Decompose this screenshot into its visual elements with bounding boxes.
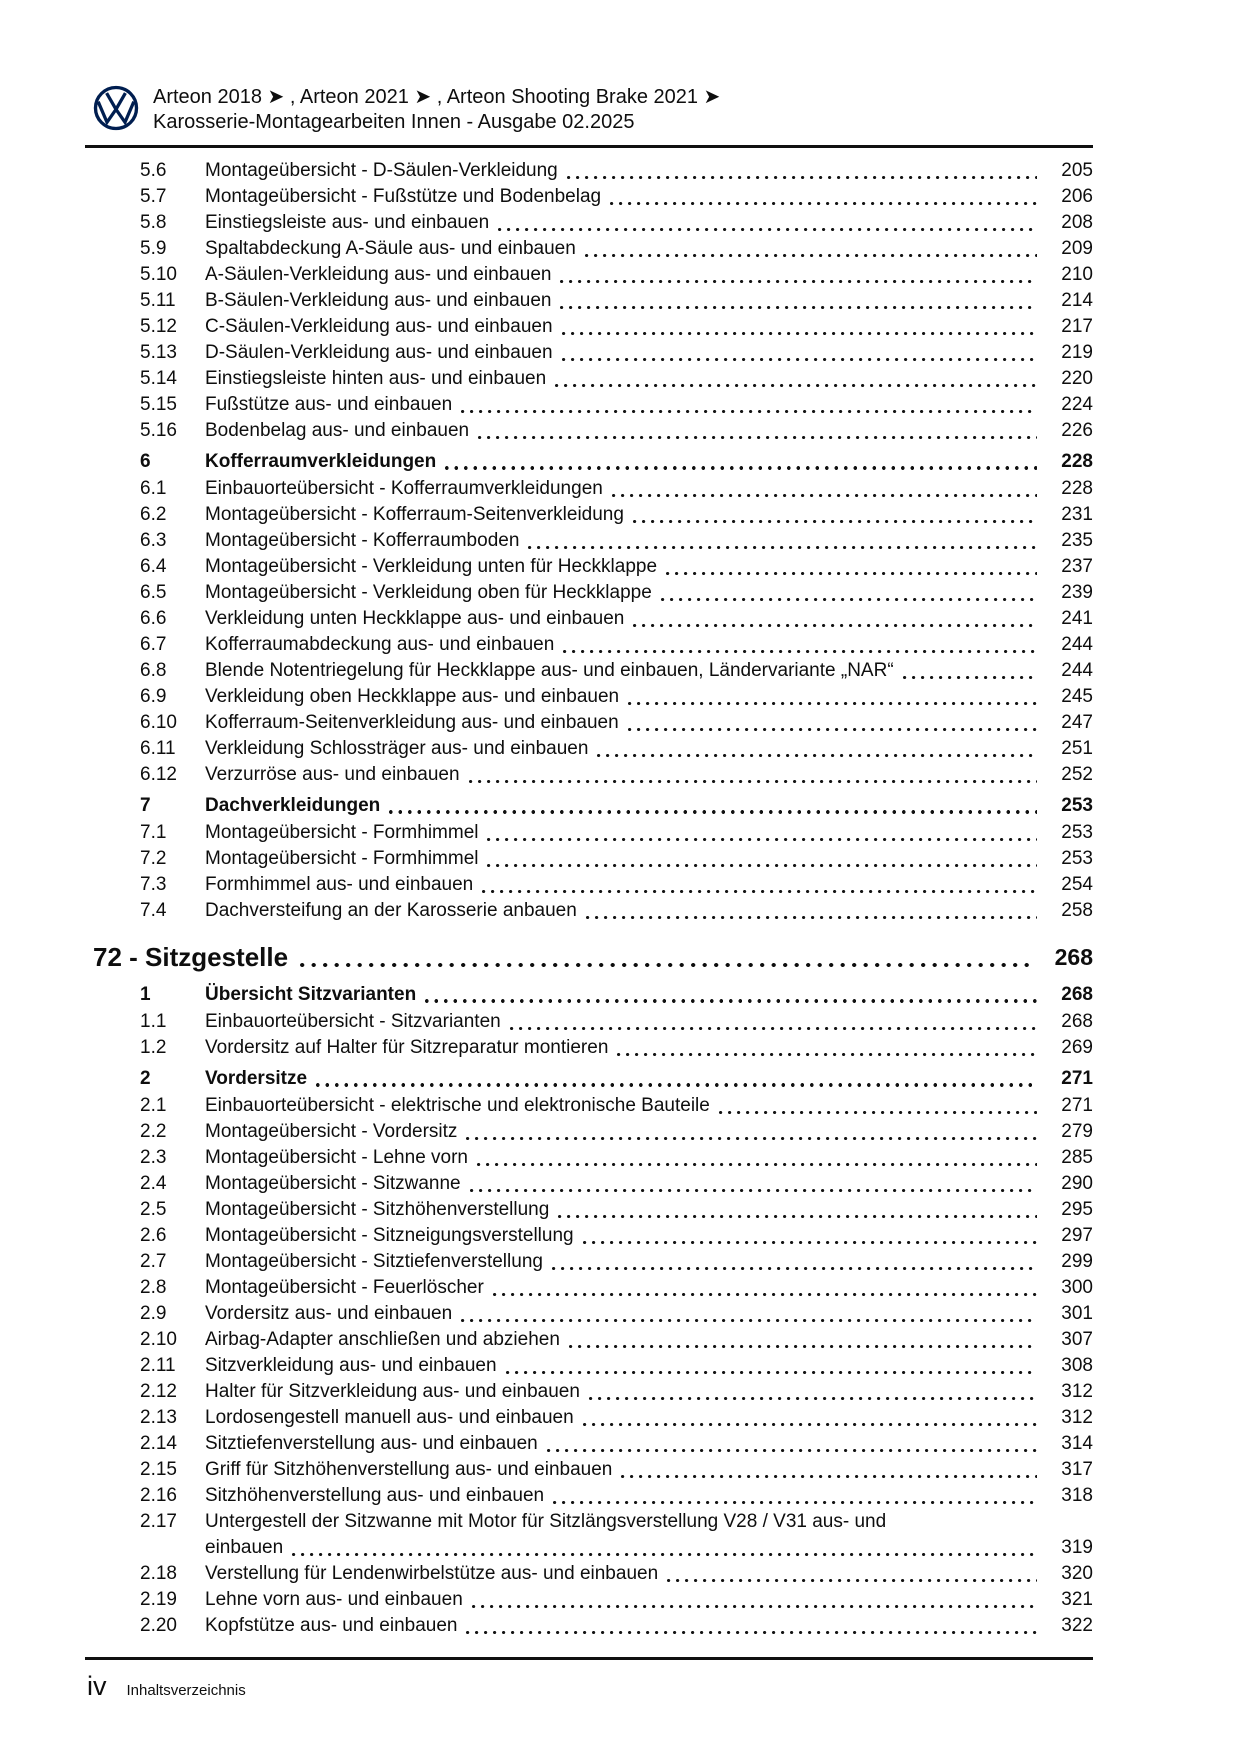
toc-entry-row xyxy=(85,1171,1093,1197)
toc-page-number: 258 xyxy=(1061,900,1093,921)
toc-page-number: 271 xyxy=(1061,1068,1093,1089)
toc-entry-title: Vordersitz auf Halter für Sitzreparatur montieren xyxy=(205,1037,609,1058)
dot-leader xyxy=(461,1301,1037,1327)
toc-page-number: 214 xyxy=(1061,290,1093,311)
toc-page-number: 253 xyxy=(1061,848,1093,869)
dot-leader xyxy=(553,1483,1037,1509)
toc-entry-row xyxy=(85,736,1093,762)
toc-page-number: 224 xyxy=(1061,394,1093,415)
toc-entry-number: 2.13 xyxy=(140,1407,177,1428)
toc-page-number: 228 xyxy=(1061,451,1093,472)
dot-leader xyxy=(560,288,1037,314)
toc-page-number: 297 xyxy=(1061,1225,1093,1246)
toc-entry-number: 2.9 xyxy=(140,1303,167,1324)
toc-entry-number: 2.1 xyxy=(140,1095,167,1116)
toc-entry-title: Sitztiefenverstellung aus- und einbauen xyxy=(205,1433,538,1454)
toc-entry-title: Montageübersicht - Kofferraumboden xyxy=(205,530,520,551)
toc-page-number: 206 xyxy=(1061,186,1093,207)
dot-leader xyxy=(661,580,1037,606)
dot-leader xyxy=(560,262,1037,288)
toc-entry-row xyxy=(85,1093,1093,1119)
header-rule xyxy=(85,145,1093,148)
toc-entry-number: 6.11 xyxy=(140,738,176,759)
toc-page-number: 317 xyxy=(1061,1459,1093,1480)
toc-entry-title: Fußstütze aus- und einbauen xyxy=(205,394,453,415)
dot-leader xyxy=(633,606,1037,632)
toc-entry-number: 1.2 xyxy=(140,1037,167,1058)
toc-entry-title: einbauen xyxy=(205,1537,284,1558)
toc-entry-title: Übersicht Sitzvarianten xyxy=(205,984,417,1005)
toc-entry-row xyxy=(85,210,1093,236)
toc-entry-row xyxy=(85,366,1093,392)
dot-leader xyxy=(612,476,1037,502)
toc-page-number: 239 xyxy=(1061,582,1093,603)
toc-entry-title: Kofferraum-Seitenverkleidung aus- und einbauen xyxy=(205,712,619,733)
toc-entry-number: 7.3 xyxy=(140,874,167,895)
toc-section-row xyxy=(85,793,1093,819)
toc-entry-number: 6.1 xyxy=(140,478,167,499)
toc-page-number: 268 xyxy=(1061,984,1093,1005)
toc-page-number: 308 xyxy=(1061,1355,1093,1376)
toc-entry-number: 6.8 xyxy=(140,660,167,681)
toc-entry-title: Kofferraumverkleidungen xyxy=(205,451,437,472)
toc-page-number: 322 xyxy=(1061,1615,1093,1636)
toc-page-number: 228 xyxy=(1061,478,1093,499)
toc-entry-title: Griff für Sitzhöhenverstellung aus- und einbauen xyxy=(205,1459,613,1480)
toc-entry-number: 2.12 xyxy=(140,1381,177,1402)
toc-entry-title: Sitzverkleidung aus- und einbauen xyxy=(205,1355,497,1376)
toc-entry-row xyxy=(85,684,1093,710)
toc-section-row xyxy=(85,1066,1093,1092)
toc-page-number: 241 xyxy=(1061,608,1093,629)
toc-page-number: 320 xyxy=(1061,1563,1093,1584)
toc-entry-row xyxy=(85,554,1093,580)
toc-page-number: 314 xyxy=(1061,1433,1093,1454)
toc-entry-number: 1 xyxy=(140,984,151,1005)
toc-entry-number: 6.3 xyxy=(140,530,167,551)
toc-entry-row xyxy=(85,1353,1093,1379)
toc-page-number: 209 xyxy=(1061,238,1093,259)
toc-entry-row xyxy=(85,314,1093,340)
dot-leader xyxy=(466,1119,1037,1145)
toc-entry-row xyxy=(85,1119,1093,1145)
toc-entry-title: Montageübersicht - Sitzhöhenverstellung xyxy=(205,1199,550,1220)
toc-entry-title: Montageübersicht - Lehne vorn xyxy=(205,1147,468,1168)
toc-entry-number: 7.4 xyxy=(140,900,167,921)
toc-entry-title: Einbauorteübersicht - Kofferraumverkleidungen xyxy=(205,478,603,499)
toc-entry-row xyxy=(85,1327,1093,1353)
toc-entry-title: Einbauorteübersicht - elektrische und elektronische Bauteile xyxy=(205,1095,710,1116)
toc-entry-title: Verkleidung Schlossträger aus- und einbauen xyxy=(205,738,589,759)
dot-leader xyxy=(583,1223,1037,1249)
toc-entry-number: 6.9 xyxy=(140,686,167,707)
toc-entry-title: Montageübersicht - Verkleidung unten für Heckklappe xyxy=(205,556,658,577)
toc-entry-row xyxy=(85,418,1093,444)
dot-leader xyxy=(903,658,1037,684)
toc-entry-title: 72 - Sitzgestelle xyxy=(93,942,289,972)
toc-entry-title: A-Säulen-Verkleidung aus- und einbauen xyxy=(205,264,552,285)
toc-entry-row xyxy=(85,1249,1093,1275)
toc-entry-row xyxy=(85,580,1093,606)
toc-entry-title: Dachverkleidungen xyxy=(205,795,381,816)
dot-leader xyxy=(478,418,1037,444)
toc-entry-row xyxy=(85,1223,1093,1249)
toc-page-number: 235 xyxy=(1061,530,1093,551)
toc-entry-title: Lehne vorn aus- und einbauen xyxy=(205,1589,463,1610)
toc-entry-number: 2.2 xyxy=(140,1121,167,1142)
toc-entry-row xyxy=(85,1509,1093,1535)
toc-entry-number: 2.19 xyxy=(140,1589,177,1610)
toc-entry-row xyxy=(85,606,1093,632)
toc-entry-number: 7 xyxy=(140,795,151,816)
toc-entry-number: 2.8 xyxy=(140,1277,167,1298)
toc-entry-row xyxy=(85,1483,1093,1509)
toc-entry-row xyxy=(85,184,1093,210)
toc-entry-title: C-Säulen-Verkleidung aus- und einbauen xyxy=(205,316,553,337)
toc-entry-title: Blende Notentriegelung für Heckklappe aus- und einbauen, Ländervariante „NAR“ xyxy=(205,660,894,681)
toc-section-row xyxy=(85,449,1093,475)
toc-entry-title: Einstiegsleiste aus- und einbauen xyxy=(205,212,490,233)
toc-entry-title: Dachversteifung an der Karosserie anbauen xyxy=(205,900,577,921)
toc-page-number: 217 xyxy=(1061,316,1093,337)
toc-page-number: 269 xyxy=(1061,1037,1093,1058)
dot-leader xyxy=(562,340,1037,366)
toc-entry-title: Verkleidung unten Heckklappe aus- und einbauen xyxy=(205,608,625,629)
toc-entry-row xyxy=(85,1379,1093,1405)
dot-leader xyxy=(461,392,1037,418)
dot-leader xyxy=(470,1171,1037,1197)
toc-entry-number: 2.10 xyxy=(140,1329,177,1350)
toc-entry-number: 2.7 xyxy=(140,1251,167,1272)
toc-page-number: 253 xyxy=(1061,795,1093,816)
toc-entry-row xyxy=(85,392,1093,418)
toc-entry-row xyxy=(85,710,1093,736)
toc-entry-title: Airbag-Adapter anschließen und abziehen xyxy=(205,1329,560,1350)
toc-page-number: 319 xyxy=(1061,1537,1093,1558)
toc-entry-row xyxy=(85,1035,1093,1061)
toc-chapter-row xyxy=(85,940,1093,974)
toc-page-number: 268 xyxy=(1054,944,1093,970)
dot-leader xyxy=(666,554,1037,580)
toc-page-number: 321 xyxy=(1061,1589,1093,1610)
toc-entry-number: 6.2 xyxy=(140,504,167,525)
dot-leader xyxy=(487,846,1037,872)
dot-leader xyxy=(569,1327,1037,1353)
toc-entry-number: 5.15 xyxy=(140,394,177,415)
dot-leader xyxy=(558,1197,1037,1223)
toc-entry-number: 5.14 xyxy=(140,368,177,389)
toc-entry-title: Montageübersicht - Formhimmel xyxy=(205,822,479,843)
dot-leader xyxy=(597,736,1037,762)
toc-entry-row-continuation xyxy=(85,1535,1093,1561)
dot-leader xyxy=(563,632,1037,658)
vw-logo-icon xyxy=(93,85,139,136)
dot-leader xyxy=(300,940,1035,974)
toc-entry-row xyxy=(85,820,1093,846)
toc-page-number: 244 xyxy=(1061,660,1093,681)
header-model-line: Arteon 2018 ➤ , Arteon 2021 ➤ , Arteon Shooting Brake 2021 ➤ xyxy=(153,86,721,108)
dot-leader xyxy=(547,1431,1037,1457)
toc-page-number: 295 xyxy=(1061,1199,1093,1220)
toc-page-number: 208 xyxy=(1061,212,1093,233)
dot-leader xyxy=(567,158,1037,184)
dot-leader xyxy=(610,184,1037,210)
toc-entry-title: Sitzhöhenverstellung aus- und einbauen xyxy=(205,1485,545,1506)
toc-entry-title: Vordersitze xyxy=(205,1068,308,1089)
dot-leader xyxy=(506,1353,1037,1379)
dot-leader xyxy=(633,502,1037,528)
toc-entry-row xyxy=(85,872,1093,898)
toc-entry-row xyxy=(85,1145,1093,1171)
toc-entry-row xyxy=(85,1587,1093,1613)
dot-leader xyxy=(719,1093,1037,1119)
toc-entry-row xyxy=(85,528,1093,554)
toc-entry-title: Lordosengestell manuell aus- und einbauen xyxy=(205,1407,574,1428)
dot-leader xyxy=(583,1405,1037,1431)
toc-entry-number: 6.7 xyxy=(140,634,167,655)
toc-entry-number: 6.10 xyxy=(140,712,177,733)
toc-entry-number: 5.6 xyxy=(140,160,167,181)
toc-entry-row xyxy=(85,262,1093,288)
toc-page-number: 299 xyxy=(1061,1251,1093,1272)
toc-page-number: 254 xyxy=(1061,874,1093,895)
toc-entry-row xyxy=(85,1613,1093,1639)
toc-entry-title: Montageübersicht - Verkleidung oben für Heckklappe xyxy=(205,582,652,603)
toc-entry-row xyxy=(85,1197,1093,1223)
toc-entry-row xyxy=(85,1275,1093,1301)
dot-leader xyxy=(589,1379,1037,1405)
toc-page-number: 279 xyxy=(1061,1121,1093,1142)
toc-entry-number: 2.17 xyxy=(140,1511,177,1532)
toc-entry-title: Montageübersicht - Sitzneigungsverstellung xyxy=(205,1225,574,1246)
dot-leader xyxy=(510,1009,1037,1035)
toc-entry-row xyxy=(85,632,1093,658)
toc-entry-row xyxy=(85,340,1093,366)
dot-leader xyxy=(425,982,1037,1008)
toc-entry-title: Montageübersicht - Sitzwanne xyxy=(205,1173,461,1194)
toc-entry-title: Montageübersicht - Formhimmel xyxy=(205,848,479,869)
toc-page-number: 312 xyxy=(1061,1407,1093,1428)
toc-entry-title: Einstiegsleiste hinten aus- und einbauen xyxy=(205,368,547,389)
toc-page-number: 300 xyxy=(1061,1277,1093,1298)
toc-page-number: 253 xyxy=(1061,822,1093,843)
toc-entry-number: 7.2 xyxy=(140,848,167,869)
dot-leader xyxy=(562,314,1037,340)
toc-entry-row xyxy=(85,1561,1093,1587)
toc-entry-number: 5.9 xyxy=(140,238,167,259)
toc-page-number: 318 xyxy=(1061,1485,1093,1506)
toc-page-number: 244 xyxy=(1061,634,1093,655)
toc-page-number: 312 xyxy=(1061,1381,1093,1402)
toc-page-number: 252 xyxy=(1061,764,1093,785)
toc-entry-number: 2 xyxy=(140,1068,151,1089)
toc-entry-row xyxy=(85,236,1093,262)
toc-page-number: 290 xyxy=(1061,1173,1093,1194)
toc-entry-row xyxy=(85,898,1093,924)
toc-entry-title: Bodenbelag aus- und einbauen xyxy=(205,420,470,441)
dot-leader xyxy=(628,684,1037,710)
toc-entry-row xyxy=(85,1009,1093,1035)
toc-entry-number: 5.16 xyxy=(140,420,177,441)
toc xyxy=(85,158,1093,1639)
dot-leader xyxy=(617,1035,1037,1061)
toc-entry-number: 2.15 xyxy=(140,1459,177,1480)
toc-entry-number: 5.13 xyxy=(140,342,177,363)
dot-leader xyxy=(445,449,1037,475)
toc-entry-number: 6 xyxy=(140,451,151,472)
toc-page-number: 245 xyxy=(1061,686,1093,707)
toc-entry-number: 1.1 xyxy=(140,1011,167,1032)
toc-entry-row xyxy=(85,502,1093,528)
toc-page-number: 247 xyxy=(1061,712,1093,733)
toc-entry-title: Vordersitz aus- und einbauen xyxy=(205,1303,453,1324)
toc-page-number: 271 xyxy=(1061,1095,1093,1116)
dot-leader xyxy=(667,1561,1037,1587)
toc-page-number: 231 xyxy=(1061,504,1093,525)
toc-entry-number xyxy=(140,1535,205,1561)
footer-line xyxy=(87,1672,1093,1700)
toc-entry-title: Spaltabdeckung A-Säule aus- und einbauen xyxy=(205,238,576,259)
toc-entry-row xyxy=(85,658,1093,684)
toc-page-number: 268 xyxy=(1061,1011,1093,1032)
toc-entry-number: 5.11 xyxy=(140,290,176,311)
toc-entry-title: Untergestell der Sitzwanne mit Motor für Sitzlängsverstellung V28 / V31 aus- und xyxy=(205,1511,887,1532)
toc-entry-row xyxy=(85,762,1093,788)
toc-entry-number: 5.8 xyxy=(140,212,167,233)
toc-entry-number: 5.10 xyxy=(140,264,177,285)
dot-leader xyxy=(466,1613,1037,1639)
toc-page-number: 226 xyxy=(1061,420,1093,441)
toc-page-number: 307 xyxy=(1061,1329,1093,1350)
toc-entry-title: D-Säulen-Verkleidung aus- und einbauen xyxy=(205,342,553,363)
page-number-roman: iv xyxy=(87,1671,107,1701)
dot-leader xyxy=(472,1587,1037,1613)
toc-entry-title: Halter für Sitzverkleidung aus- und einbauen xyxy=(205,1381,580,1402)
dot-leader xyxy=(552,1249,1037,1275)
toc-entry-number: 2.11 xyxy=(140,1355,176,1376)
toc-entry-title: Verkleidung oben Heckklappe aus- und einbauen xyxy=(205,686,620,707)
dot-leader xyxy=(621,1457,1037,1483)
dot-leader xyxy=(292,1535,1037,1561)
toc-entry-number: 2.20 xyxy=(140,1615,177,1636)
toc-entry-row xyxy=(85,288,1093,314)
dot-leader xyxy=(586,898,1037,924)
header-subject-line: Karosserie-Montagearbeiten Innen - Ausgabe 02.2025 xyxy=(153,111,635,133)
toc-entry-title: Einbauorteübersicht - Sitzvarianten xyxy=(205,1011,501,1032)
dot-leader xyxy=(528,528,1037,554)
toc-entry-number: 5.7 xyxy=(140,186,167,207)
toc-entry-number: 6.4 xyxy=(140,556,167,577)
toc-entry-title: Verstellung für Lendenwirbelstütze aus- und einbauen xyxy=(205,1563,659,1584)
toc-entry-number: 2.6 xyxy=(140,1225,167,1246)
dot-leader xyxy=(487,820,1037,846)
toc-entry-title: Montageübersicht - Fußstütze und Bodenbelag xyxy=(205,186,602,207)
toc-entry-number: 2.4 xyxy=(140,1173,167,1194)
toc-entry-row xyxy=(85,1405,1093,1431)
toc-entry-title: Kofferraumabdeckung aus- und einbauen xyxy=(205,634,555,655)
toc-entry-title: Montageübersicht - Sitztiefenverstellung xyxy=(205,1251,543,1272)
dot-leader xyxy=(477,1145,1037,1171)
toc-entry-title: Montageübersicht - D-Säulen-Verkleidung xyxy=(205,160,558,181)
toc-entry-number: 7.1 xyxy=(140,822,167,843)
footer-section-label: Inhaltsverzeichnis xyxy=(126,1682,246,1699)
dot-leader xyxy=(316,1066,1037,1092)
toc-entry-number: 2.16 xyxy=(140,1485,177,1506)
toc-entry-title: B-Säulen-Verkleidung aus- und einbauen xyxy=(205,290,552,311)
footer-rule xyxy=(85,1657,1093,1660)
toc-entry-row xyxy=(85,476,1093,502)
toc-entry-number: 2.3 xyxy=(140,1147,167,1168)
toc-page-number: 219 xyxy=(1061,342,1093,363)
toc-entry-number: 6.12 xyxy=(140,764,177,785)
toc-page-number: 210 xyxy=(1061,264,1093,285)
toc-page-number: 220 xyxy=(1061,368,1093,389)
toc-entry-title: Montageübersicht - Feuerlöscher xyxy=(205,1277,484,1298)
toc-entry-number: 6.6 xyxy=(140,608,167,629)
header-text xyxy=(153,85,720,135)
toc-entry-title: Montageübersicht - Vordersitz xyxy=(205,1121,458,1142)
toc-entry-title: Montageübersicht - Kofferraum-Seitenverkleidung xyxy=(205,504,624,525)
toc-page-number: 237 xyxy=(1061,556,1093,577)
page-footer xyxy=(85,1657,1093,1700)
toc-section-row xyxy=(85,982,1093,1008)
toc-entry-row xyxy=(85,1457,1093,1483)
toc-entry-title: Formhimmel aus- und einbauen xyxy=(205,874,474,895)
page-header xyxy=(93,85,1093,135)
dot-leader xyxy=(469,762,1037,788)
toc-entry-title: Verzurröse aus- und einbauen xyxy=(205,764,460,785)
toc-entry-number: 2.18 xyxy=(140,1563,177,1584)
dot-leader xyxy=(585,236,1037,262)
dot-leader xyxy=(482,872,1037,898)
toc-entry-row xyxy=(85,1301,1093,1327)
toc-entry-number: 5.12 xyxy=(140,316,177,337)
dot-leader xyxy=(628,710,1037,736)
toc-entry-number: 2.5 xyxy=(140,1199,167,1220)
toc-entry-number: 6.5 xyxy=(140,582,167,603)
toc-entry-title: Kopfstütze aus- und einbauen xyxy=(205,1615,458,1636)
toc-entry-row xyxy=(85,1431,1093,1457)
toc-page-number: 205 xyxy=(1061,160,1093,181)
dot-leader xyxy=(493,1275,1037,1301)
dot-leader xyxy=(498,210,1037,236)
toc-entry-row xyxy=(85,158,1093,184)
toc-page-number: 251 xyxy=(1061,738,1093,759)
dot-leader xyxy=(555,366,1037,392)
toc-page-number: 301 xyxy=(1061,1303,1093,1324)
toc-entry-number: 2.14 xyxy=(140,1433,177,1454)
dot-leader xyxy=(389,793,1037,819)
toc-page-number: 285 xyxy=(1061,1147,1093,1168)
toc-entry-row xyxy=(85,846,1093,872)
